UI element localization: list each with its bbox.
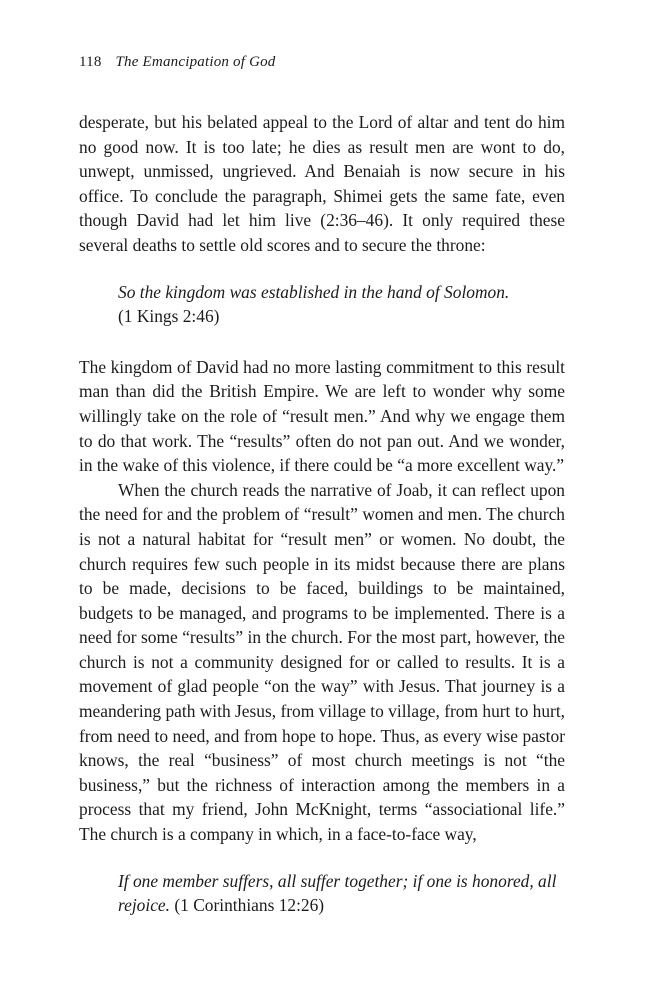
running-head: [79, 54, 276, 71]
quote-1-text: So the kingdom was established in the hand of Solomon.: [118, 281, 510, 302]
quote-2-line-1: If one member suffers, all suffer together; if one is honored, all: [118, 870, 557, 891]
paragraph-1: desperate, but his belated appeal to the Lord of altar and tent do him no good now. It is too late; he dies as result men are wont to do, unwept, unmissed, ungrieved. And Benaiah is now secure in his office. To conclude the paragraph, Shimei gets the same fate, even though David had let him live (2:36–46). It only required these several deaths to settle old scores and to secure the throne:: [79, 112, 565, 255]
body-text: [79, 110, 565, 944]
quote-2-citation: (1 Corinthians 12:26): [174, 895, 325, 916]
page-number: 118: [79, 54, 102, 70]
block-quote-1: [118, 280, 565, 329]
quote-2-line-2: [118, 893, 565, 918]
book-title: The Emancipation of God: [115, 54, 276, 70]
block-quote-2: [118, 869, 565, 918]
paragraph-2: The kingdom of David had no more lasting commitment to this result man than did the British Empire. We are left to wonder why some willingly take on the role of “result men.” And why we engage them to do that work. The “results” often do not pan out. And we wonder, in the wake of this violence, if there could be “a more excellent way.”: [79, 356, 565, 476]
quote-2-line-2-text: rejoice.: [118, 895, 170, 916]
paragraph-3: When the church reads the narrative of Joab, it can reflect upon the need for and the problem of “result” women and men. The church is not a natural habitat for “result men” or women. No doubt, the church requires few such people in its midst because there are plans to be made, decisions to be faced, buildings to be maintained, budgets to be managed, and programs to be implemented. There is a need for some “results” in the church. For the most part, however, the church is not a community designed for or called to results. It is a movement of glad people “on the way” with Jesus. That journey is a meandering path with Jesus, from village to village, from hurt to hurt, from need to need, and from hope to hope. Thus, as every wise pastor knows, the real “business” of most church meetings is not “the business,” but the richness of interaction among the members in a process that my friend, John McKnight, terms “associational life.” The church is a company in which, in a face-to-face way,: [79, 479, 565, 845]
quote-1-citation: (1 Kings 2:46): [118, 306, 220, 327]
